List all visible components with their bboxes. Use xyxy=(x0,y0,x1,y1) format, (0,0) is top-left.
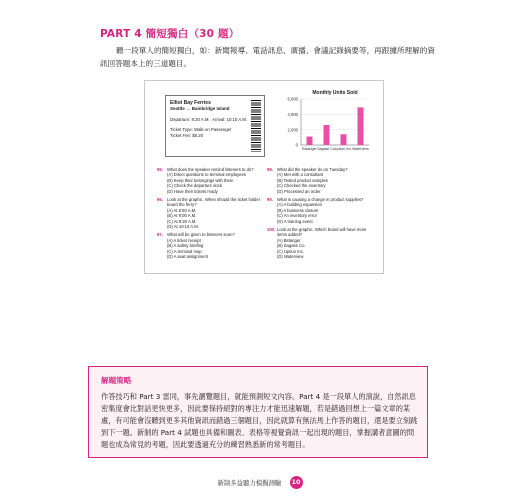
chart-bar xyxy=(307,137,313,145)
chart-ytick-label: 0 xyxy=(295,142,298,148)
question-number: 97. xyxy=(157,232,163,238)
question-item xyxy=(157,232,261,259)
question-number: 100. xyxy=(267,227,276,233)
answer-option: (B) Keep their belongings with them xyxy=(167,177,234,183)
answer-option: (A) Bstanger xyxy=(277,237,301,243)
question-number: 95. xyxy=(157,167,163,172)
ticket-fee: Ticket Fee: $8.20 xyxy=(170,133,204,138)
ticket-route: Seattle → Bainbridge Island xyxy=(170,106,230,111)
strategy-title: 解題策略 xyxy=(101,376,132,385)
answer-option: (B) Sagase Co. xyxy=(277,243,306,249)
chart-ytick-label: 6,000 xyxy=(287,96,298,102)
question-number: 99. xyxy=(267,197,273,203)
question-stem: Look at the graphic. When should the ticket holder board the ferry? xyxy=(167,197,261,208)
page-footer xyxy=(0,472,520,491)
strategy-text: 作答技巧和 Part 3 雷同，事先瀏覽題目，就能預測短文內容。Part 4 是一段單人的演說，自然訊息密集度會比對話更快更多，因此要保持絕對的專注力才能迅速解題，若是錯過回想上一篇文章的某處，有可能會沒聽到更多其他資訊而錯過三個題目，因此就算有無法馬上作答的題目，還是要立刻跳到下一題。新制的 Part 4 試題也具備和圖表、表格等視覺資訊一起出現的題目，掌握講者意圖的問題也成為常見的考題，因此要透過充分的練習熟悉新的常考題目。 xyxy=(101,392,418,449)
answer-option: (B) Tested product samples xyxy=(277,177,328,183)
answer-option: (C) Check the departure dock xyxy=(167,183,222,189)
chart-category-label: Sagase Co. xyxy=(317,147,336,151)
answer-option: (D) Waterview xyxy=(277,254,304,260)
intro-paragraph: 聽一段單人的簡短獨白，如：新聞報導、電話訊息、廣播、會議記錄摘要等，再跟據所理解的資訊回答題本上的三道題目。 xyxy=(100,46,435,68)
question-stem: What is causing a change in product supplies? xyxy=(277,197,364,203)
answer-option: (A) Met with a consultant xyxy=(277,172,324,178)
page-number: 10 xyxy=(290,476,303,489)
chart-bar xyxy=(341,134,347,145)
ticket-arrival: Arrival: 10:10 A.M. xyxy=(212,117,248,122)
questions-right-column xyxy=(267,167,371,263)
answer-option: (B) At 9:00 A.M. xyxy=(167,213,197,219)
question-number: 96. xyxy=(157,197,163,203)
chart-ytick-label: 4,000 xyxy=(287,111,298,117)
chart-category-label: Waterview xyxy=(352,147,369,151)
part-heading: PART 4 簡短獨白（30 題） xyxy=(100,28,240,40)
answer-option: (D) Have their tickets ready xyxy=(167,188,218,194)
barcode-icon xyxy=(251,100,261,152)
question-number: 98. xyxy=(267,167,273,172)
answer-option: (C) A terminal map xyxy=(167,248,202,254)
chart-category-label: Uption Inc. xyxy=(334,147,353,151)
chart-bar xyxy=(358,107,364,145)
sample-question-box xyxy=(144,80,384,274)
chart-ytick-label: 2,000 xyxy=(287,127,298,133)
answer-option: (C) Checked the inventory xyxy=(277,183,326,189)
question-item xyxy=(157,167,261,194)
sales-chart xyxy=(273,87,373,161)
answer-option: (B) A business closure xyxy=(277,207,319,213)
question-stem: What does the speaker remind listeners to do? xyxy=(167,167,254,172)
ticket-departure: Departure: 9:20 A.M. xyxy=(170,117,210,122)
answer-option: (C) At 9:20 A.M. xyxy=(167,218,197,224)
chart-svg xyxy=(273,87,373,161)
ticket-title: Elliot Bay Ferries xyxy=(170,100,211,106)
answer-option: (C) An inventory error xyxy=(277,213,318,219)
footer-text: 新制多益聽力模擬測驗 xyxy=(217,479,282,487)
answer-option: (A) Direct questions to terminal employees xyxy=(167,172,246,178)
answer-option: (D) Processed an order xyxy=(277,188,321,194)
ferry-ticket xyxy=(165,95,265,157)
answer-option: (A) A ticket receipt xyxy=(167,237,201,243)
answer-option: (D) A training event xyxy=(277,218,313,224)
question-stem: Look at the graphic. Which brand will have more items added? xyxy=(277,227,367,238)
question-item xyxy=(267,197,371,224)
answer-option: (D) At 10:10 A.M. xyxy=(167,224,199,230)
question-stem: What did the speaker do on Tuesday? xyxy=(277,167,348,172)
question-item xyxy=(157,197,261,229)
answer-option: (B) A safety briefing xyxy=(167,243,204,249)
answer-option: (D) A seat assignment xyxy=(167,254,208,260)
strategy-box xyxy=(88,366,428,458)
answer-option: (C) Uption Inc. xyxy=(277,248,304,254)
question-item xyxy=(267,227,371,259)
question-stem: What will be given to listeners soon? xyxy=(167,232,235,238)
answer-option: (A) A building expansion xyxy=(277,202,322,208)
chart-category-label: Bstanger xyxy=(302,147,317,151)
ticket-type: Ticket Type: Walk-on Passenger xyxy=(170,127,232,132)
chart-title: Monthly Units Sold xyxy=(312,90,358,96)
questions-left-column xyxy=(157,167,261,263)
question-item xyxy=(267,167,371,194)
chart-bar xyxy=(324,125,330,145)
answer-option: (A) At 8:50 A.M. xyxy=(167,207,197,213)
